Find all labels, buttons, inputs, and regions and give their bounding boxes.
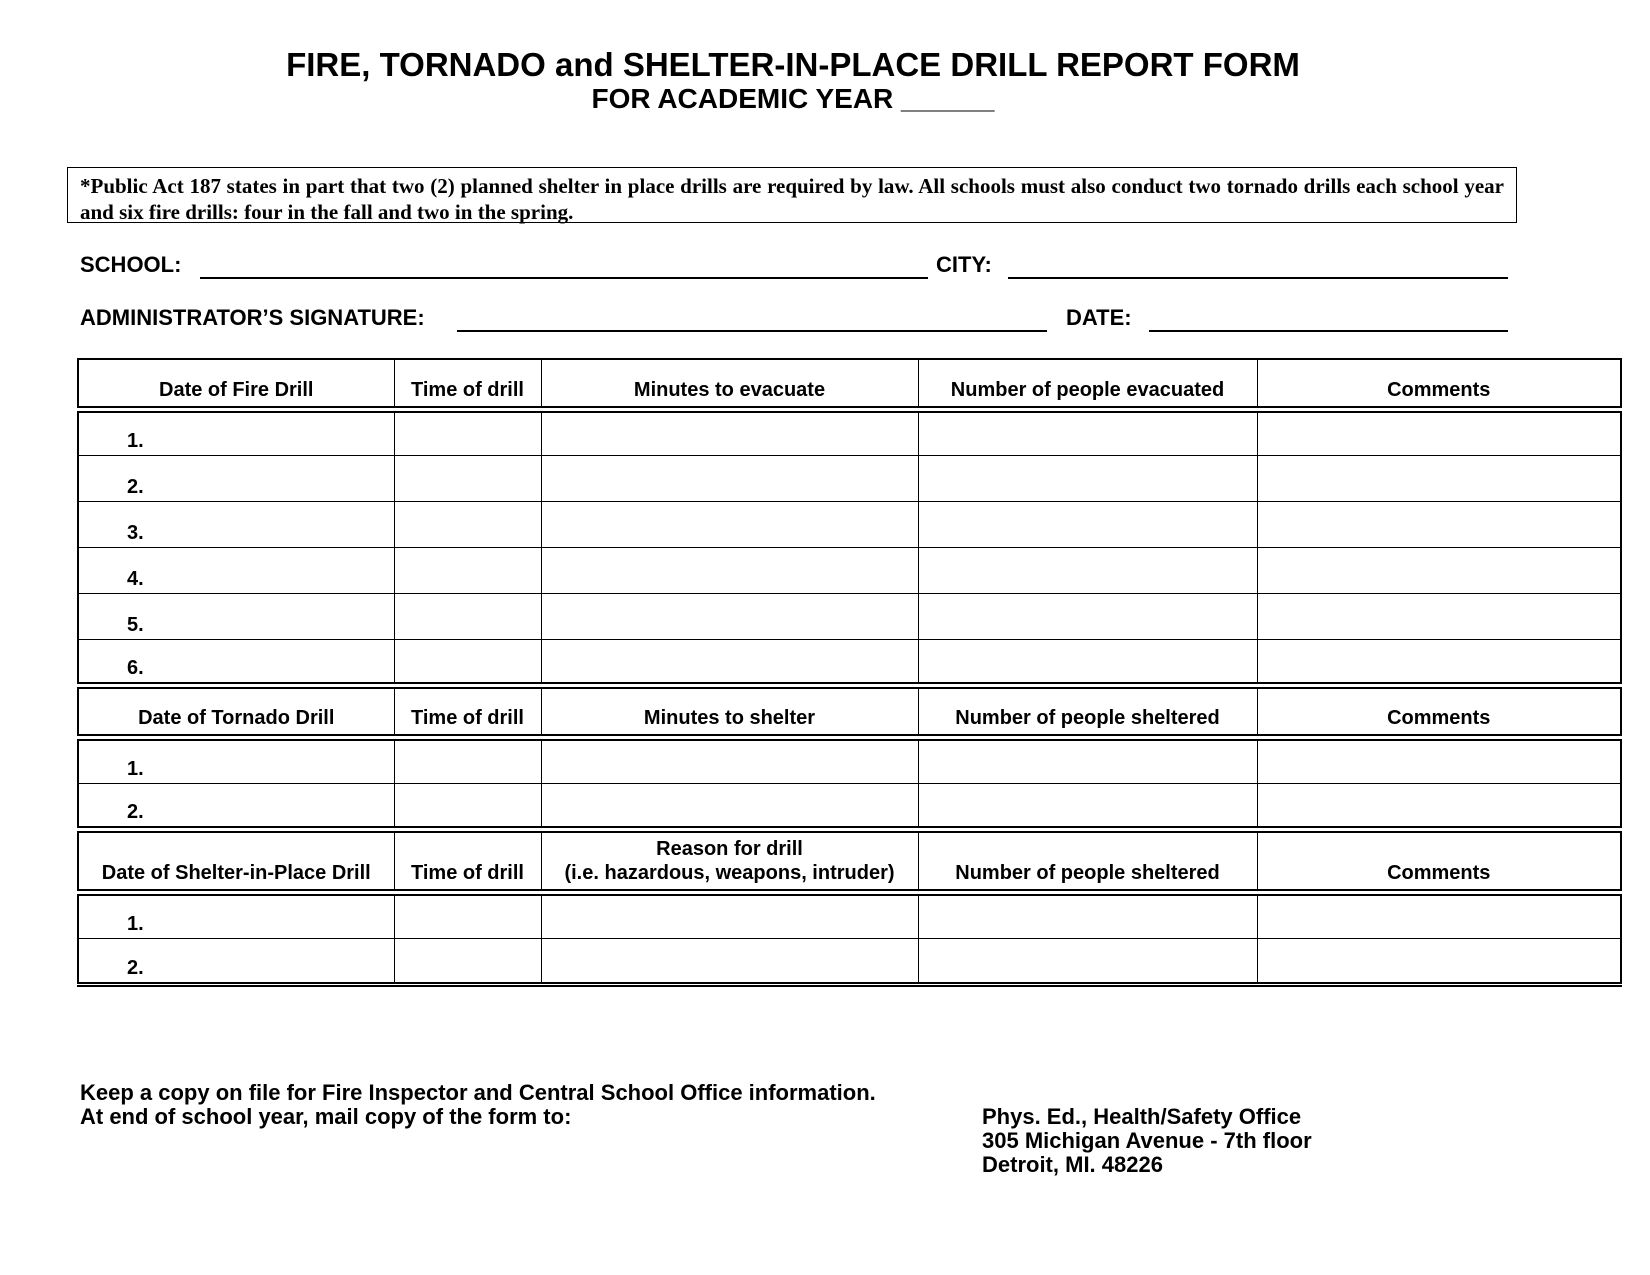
fire-row-number[interactable]: 5. — [78, 593, 394, 639]
city-field[interactable] — [1008, 277, 1508, 279]
tornado-comments-header: Comments — [1257, 685, 1621, 737]
fire-drill-row — [78, 409, 1621, 455]
tornado-row-number[interactable]: 2. — [78, 783, 394, 829]
tornado-people-header: Number of people sheltered — [918, 685, 1257, 737]
fire-minutes-cell[interactable] — [541, 501, 918, 547]
address-line: Detroit, MI. 48226 — [982, 1152, 1163, 1177]
date-label: DATE: — [1066, 305, 1132, 330]
shelter-drill-row — [78, 892, 1621, 938]
fire-drill-row — [78, 501, 1621, 547]
shelter-people-cell[interactable] — [918, 938, 1257, 984]
footer-instructions — [80, 1081, 876, 1129]
fire-row-number[interactable]: 1. — [78, 409, 394, 455]
tornado-minutes-cell[interactable] — [541, 783, 918, 829]
address-line: 305 Michigan Avenue - 7th floor — [982, 1128, 1312, 1153]
tornado-time-cell[interactable] — [394, 737, 541, 783]
public-act-notice: *Public Act 187 states in part that two (2) planned shelter in place drills are required by law. All schools must also conduct two tornado drills each school year and six fire drills: four in the fall and two in the spring. — [67, 167, 1517, 223]
fire-people-cell[interactable] — [918, 501, 1257, 547]
shelter-row-number[interactable]: 1. — [78, 892, 394, 938]
tornado-date-header: Date of Tornado Drill — [78, 685, 394, 737]
fire-comments-cell[interactable] — [1257, 409, 1621, 455]
tornado-time-header: Time of drill — [394, 685, 541, 737]
fire-comments-cell[interactable] — [1257, 547, 1621, 593]
shelter-reason-cell[interactable] — [541, 892, 918, 938]
academic-year-subtitle: FOR ACADEMIC YEAR ______ — [591, 83, 995, 114]
signature-field[interactable] — [457, 330, 1047, 332]
fire-drill-row — [78, 547, 1621, 593]
fire-date-header: Date of Fire Drill — [78, 359, 394, 409]
fire-people-cell[interactable] — [918, 455, 1257, 501]
fire-people-cell[interactable] — [918, 639, 1257, 685]
footer-instruction-line: Keep a copy on file for Fire Inspector and Central School Office information. — [80, 1080, 876, 1105]
fire-comments-cell[interactable] — [1257, 639, 1621, 685]
shelter-time-header: Time of drill — [394, 829, 541, 892]
fire-comments-header: Comments — [1257, 359, 1621, 409]
tornado-minutes-cell[interactable] — [541, 737, 918, 783]
fire-time-cell[interactable] — [394, 409, 541, 455]
tornado-minutes-header: Minutes to shelter — [541, 685, 918, 737]
drill-report-table — [77, 358, 1622, 987]
form-title: FIRE, TORNADO and SHELTER-IN-PLACE DRILL REPORT FORM — [286, 46, 1300, 83]
shelter-drill-header-row — [78, 829, 1621, 892]
city-label: CITY: — [936, 252, 992, 277]
shelter-reason-header — [541, 829, 918, 892]
fire-time-cell[interactable] — [394, 547, 541, 593]
tornado-drill-header-row — [78, 685, 1621, 737]
fire-people-header: Number of people evacuated — [918, 359, 1257, 409]
fire-drill-header-row — [78, 359, 1621, 409]
fire-time-header: Time of drill — [394, 359, 541, 409]
school-label: SCHOOL: — [80, 252, 182, 277]
tornado-people-cell[interactable] — [918, 783, 1257, 829]
tornado-comments-cell[interactable] — [1257, 737, 1621, 783]
fire-time-cell[interactable] — [394, 593, 541, 639]
fire-people-cell[interactable] — [918, 593, 1257, 639]
shelter-comments-cell[interactable] — [1257, 938, 1621, 984]
footer-instruction-line: At end of school year, mail copy of the form to: — [80, 1104, 572, 1129]
fire-minutes-cell[interactable] — [541, 593, 918, 639]
fire-minutes-cell[interactable] — [541, 639, 918, 685]
shelter-drill-row — [78, 938, 1621, 984]
address-line: Phys. Ed., Health/Safety Office — [982, 1104, 1302, 1129]
school-field[interactable] — [200, 277, 928, 279]
fire-row-number[interactable]: 2. — [78, 455, 394, 501]
fire-minutes-cell[interactable] — [541, 547, 918, 593]
fire-comments-cell[interactable] — [1257, 593, 1621, 639]
fire-people-cell[interactable] — [918, 409, 1257, 455]
tornado-drill-row — [78, 737, 1621, 783]
tornado-comments-cell[interactable] — [1257, 783, 1621, 829]
fire-row-number[interactable]: 4. — [78, 547, 394, 593]
fire-drill-row — [78, 593, 1621, 639]
fire-time-cell[interactable] — [394, 639, 541, 685]
fire-minutes-cell[interactable] — [541, 455, 918, 501]
shelter-comments-header: Comments — [1257, 829, 1621, 892]
tornado-row-number[interactable]: 1. — [78, 737, 394, 783]
shelter-reason-examples: (i.e. hazardous, weapons, intruder) — [564, 861, 895, 884]
shelter-reason-cell[interactable] — [541, 938, 918, 984]
shelter-row-number[interactable]: 2. — [78, 938, 394, 984]
mailing-address — [982, 1105, 1312, 1177]
fire-drill-row — [78, 639, 1621, 685]
shelter-people-header: Number of people sheltered — [918, 829, 1257, 892]
fire-comments-cell[interactable] — [1257, 455, 1621, 501]
date-field[interactable] — [1149, 330, 1508, 332]
tornado-drill-row — [78, 783, 1621, 829]
shelter-reason-title: Reason for drill — [656, 837, 803, 860]
fire-time-cell[interactable] — [394, 501, 541, 547]
tornado-people-cell[interactable] — [918, 737, 1257, 783]
fire-people-cell[interactable] — [918, 547, 1257, 593]
shelter-people-cell[interactable] — [918, 892, 1257, 938]
shelter-comments-cell[interactable] — [1257, 892, 1621, 938]
fire-time-cell[interactable] — [394, 455, 541, 501]
shelter-time-cell[interactable] — [394, 892, 541, 938]
fire-drill-row — [78, 455, 1621, 501]
shelter-time-cell[interactable] — [394, 938, 541, 984]
signature-label: ADMINISTRATOR’S SIGNATURE: — [80, 305, 425, 330]
fire-row-number[interactable]: 3. — [78, 501, 394, 547]
fire-minutes-cell[interactable] — [541, 409, 918, 455]
fire-row-number[interactable]: 6. — [78, 639, 394, 685]
shelter-date-header: Date of Shelter-in-Place Drill — [78, 829, 394, 892]
fire-minutes-header: Minutes to evacuate — [541, 359, 918, 409]
tornado-time-cell[interactable] — [394, 783, 541, 829]
fire-comments-cell[interactable] — [1257, 501, 1621, 547]
